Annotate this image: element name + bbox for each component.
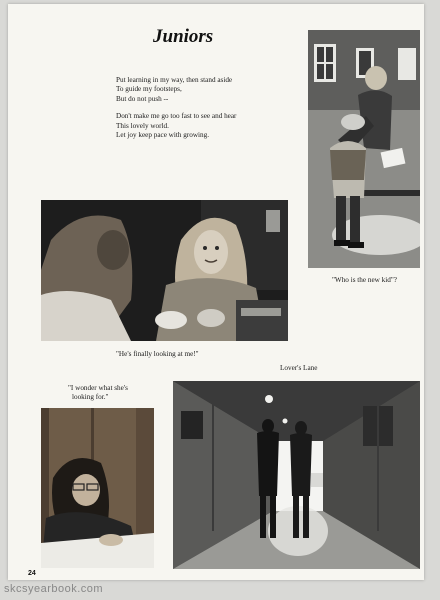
watermark: skcsyearbook.com [4, 583, 104, 595]
poem-line: Let joy keep pace with growing. [116, 131, 210, 140]
poem-line: Don't make me go too fast to see and hear [116, 112, 237, 121]
page-title: Juniors [153, 26, 214, 47]
caption-finally-looking: "He's finally looking at me!" [116, 350, 199, 358]
poem [116, 76, 306, 140]
photo-two-girls [41, 200, 288, 341]
photo-playground [308, 30, 420, 268]
caption-wonder [68, 384, 128, 402]
caption-lovers-lane: Lover's Lane [280, 364, 318, 372]
poem-line: But do not push -- [116, 94, 169, 103]
page-number: 24 [28, 570, 36, 577]
poem-line: Put learning in my way, then stand aside [116, 76, 233, 84]
caption-wonder-line: looking for." [72, 393, 109, 401]
yearbook-page [8, 4, 424, 580]
caption-new-kid: "Who is the new kid"? [332, 276, 397, 284]
photo-girl-reading [41, 408, 154, 568]
poem-line: This lovely world. [116, 121, 169, 130]
caption-wonder-line: "I wonder what she's [68, 384, 128, 392]
photo-hallway [173, 381, 420, 569]
poem-line: To guide my footsteps, [116, 85, 182, 94]
